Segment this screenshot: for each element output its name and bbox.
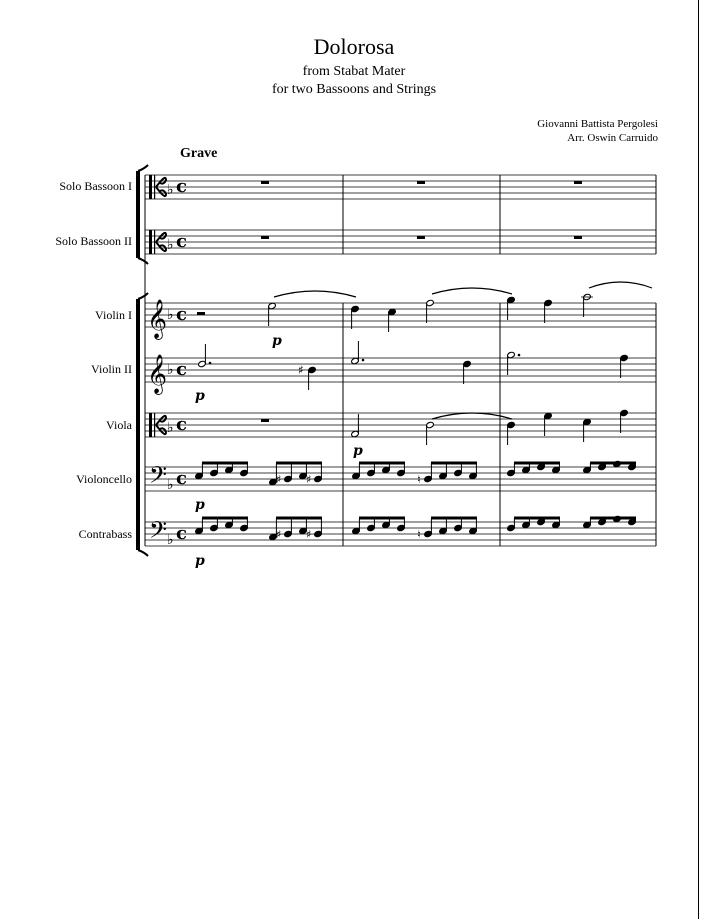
- clefs: [147, 175, 187, 549]
- beam: [276, 517, 322, 520]
- dynamic-piano: p: [195, 388, 205, 404]
- notes: [195, 181, 652, 541]
- treble-clef: 𝄞: [147, 354, 168, 394]
- beam: [514, 517, 560, 520]
- beam: [202, 517, 248, 520]
- sharp-sign: ♯: [306, 473, 312, 486]
- common-time: c: [176, 176, 187, 197]
- flat-sign: ♭: [167, 532, 174, 548]
- whole-rest: [574, 236, 582, 239]
- bracket-hook: [138, 550, 148, 556]
- instrument-label-viola: Viola: [106, 418, 132, 432]
- beam: [431, 517, 477, 520]
- staff-lines: [145, 175, 656, 546]
- slur: [589, 282, 652, 288]
- whole-rest: [261, 181, 269, 184]
- flat-sign: ♭: [167, 477, 174, 493]
- augmentation-dot: [209, 362, 212, 365]
- instrument-label-bassoon-1: Solo Bassoon I: [59, 179, 132, 193]
- sharp-sign: ♯: [298, 363, 304, 377]
- beam: [276, 462, 322, 465]
- whole-rest: [417, 236, 425, 239]
- common-time: c: [176, 468, 187, 489]
- dynamic-piano: p: [195, 553, 205, 569]
- treble-clef: 𝄞: [147, 299, 168, 339]
- whole-rest: [417, 181, 425, 184]
- arranger-credit: Arr. Oswin Carruido: [567, 132, 658, 144]
- common-time: c: [176, 304, 187, 325]
- instrument-label-bassoon-2: Solo Bassoon II: [55, 234, 132, 248]
- beam: [202, 462, 248, 465]
- natural-sign: ♮: [417, 528, 421, 541]
- beam: [590, 517, 636, 520]
- dynamic-piano: p: [353, 443, 363, 459]
- beam: [590, 462, 636, 465]
- bass-clef: 𝄢: [149, 516, 168, 549]
- beam: [359, 462, 405, 465]
- slur: [274, 291, 356, 297]
- score-title: Dolorosa: [313, 34, 395, 59]
- whole-rest: [574, 181, 582, 184]
- flat-sign: ♭: [167, 307, 174, 323]
- score-subtitle-2: for two Bassoons and Strings: [271, 82, 437, 97]
- instrument-label-violoncello: Violoncello: [76, 472, 132, 486]
- slur: [432, 288, 512, 294]
- sharp-sign: ♯: [276, 473, 282, 486]
- augmentation-dot: [518, 354, 521, 357]
- beam: [359, 517, 405, 520]
- beam: [431, 462, 477, 465]
- composer-credit: Giovanni Battista Pergolesi: [537, 118, 658, 130]
- whole-rest: [261, 419, 269, 422]
- flat-sign: ♭: [167, 237, 174, 253]
- common-time: c: [176, 523, 187, 544]
- common-time: c: [176, 414, 187, 435]
- bass-clef: 𝄢: [149, 461, 168, 494]
- flat-sign: ♭: [167, 362, 174, 378]
- score-subtitle-1: from Stabat Mater: [302, 64, 406, 79]
- whole-rest: [261, 236, 269, 239]
- tempo-marking: Grave: [180, 146, 218, 161]
- sharp-sign: ♯: [306, 528, 312, 541]
- augmentation-dot: [362, 359, 365, 362]
- bracket-hook: [138, 258, 148, 264]
- flat-sign: ♭: [167, 182, 174, 198]
- barlines: [145, 175, 656, 546]
- half-rest: [197, 312, 205, 315]
- beam: [514, 462, 560, 465]
- bracket: [136, 299, 140, 550]
- bracket-hook: [138, 165, 148, 171]
- instrument-label-violin-2: Violin II: [91, 362, 132, 376]
- flat-sign: ♭: [167, 420, 174, 436]
- bracket: [136, 171, 140, 258]
- common-time: c: [176, 231, 187, 252]
- natural-sign: ♮: [417, 473, 421, 486]
- instrument-label-violin-1: Violin I: [95, 308, 132, 322]
- common-time: c: [176, 359, 187, 380]
- dynamic-piano: p: [195, 497, 205, 513]
- instrument-label-contrabass: Contrabass: [78, 527, 132, 541]
- dynamic-piano: p: [272, 333, 282, 349]
- sharp-sign: ♯: [276, 528, 282, 541]
